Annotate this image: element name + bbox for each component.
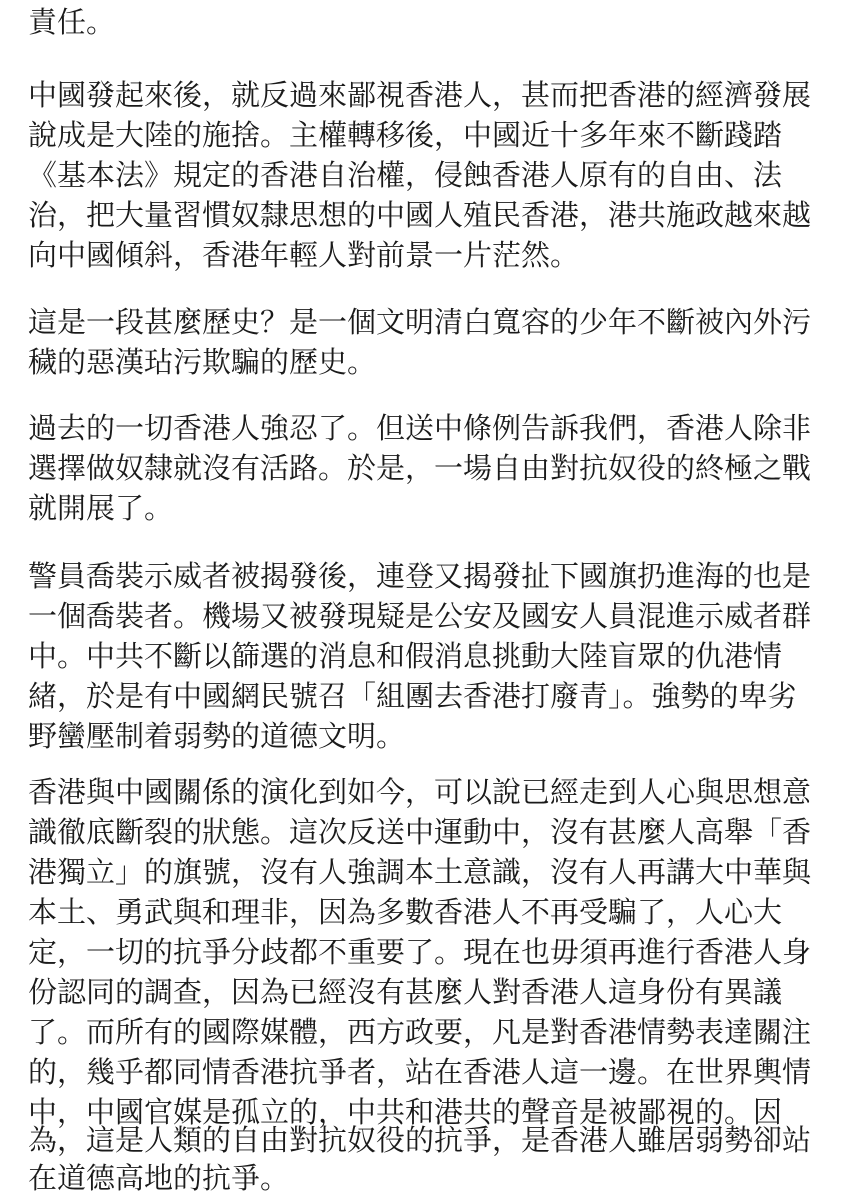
text-line: 為，這是人類的自由對抗奴役的抗爭，是香港人雖居弱勢卻站	[28, 1123, 812, 1157]
text-line: 緒，於是有中國網民號召「組團去香港打廢青」。強勢的卑劣	[28, 679, 797, 713]
text-line: 港獨立」的旗號，沒有人強調本土意識，沒有人再講大中華與	[28, 855, 812, 889]
text-line: 警員喬裝示威者被揭發後，連登又揭發扯下國旗扔進海的也是	[28, 559, 812, 593]
text-line: 選擇做奴隸就沒有活路。於是，一場自由對抗奴役的終極之戰	[28, 451, 812, 485]
text-line: 定，一切的抗爭分歧都不重要了。現在也毋須再進行香港人身	[28, 935, 812, 969]
text-line: 本土、勇武與和理非，因為多數香港人不再受騙了，人心大	[28, 895, 783, 929]
text-line: 在道德高地的抗爭。	[28, 1161, 290, 1195]
text-line: 向中國傾斜，香港年輕人對前景一片茫然。	[28, 238, 580, 272]
text-line: 責任。	[28, 5, 116, 39]
text-line: 中，中國官媒是孤立的，中共和港共的聲音是被鄙視的。因	[28, 1095, 783, 1129]
text-line: 一個喬裝者。機場又被發現疑是公安及國安人員混進示威者群	[28, 599, 812, 633]
text-line: 說成是大陸的施捨。主權轉移後，中國近十多年來不斷踐踏	[28, 118, 783, 152]
text-line: 就開展了。	[28, 491, 174, 525]
text-line: 過去的一切香港人強忍了。但送中條例告訴我們，香港人除非	[28, 411, 812, 445]
text-line: 中國發起來後，就反過來鄙視香港人，甚而把香港的經濟發展	[28, 78, 812, 112]
text-line: 這是一段甚麼歷史？是一個文明清白寬容的少年不斷被內外污	[28, 305, 812, 339]
text-line: 了。而所有的國際媒體，西方政要，凡是對香港情勢表達關注	[28, 1015, 812, 1049]
text-line: 中。中共不斷以篩選的消息和假消息挑動大陸盲眾的仇港情	[28, 639, 783, 673]
text-line: 的，幾乎都同情香港抗爭者，站在香港人這一邊。在世界輿情	[28, 1055, 812, 1089]
text-line: 識徹底斷裂的狀態。這次反送中運動中，沒有甚麼人高舉「香	[28, 815, 812, 849]
text-line: 份認同的調查，因為已經沒有甚麼人對香港人這身份有異議	[28, 975, 783, 1009]
text-line: 治，把大量習慣奴隸思想的中國人殖民香港，港共施政越來越	[28, 198, 812, 232]
text-line: 穢的惡漢玷污欺騙的歷史。	[28, 345, 377, 379]
text-line: 《基本法》規定的香港自治權，侵蝕香港人原有的自由、法	[28, 158, 783, 192]
text-line: 香港與中國關係的演化到如今，可以說已經走到人心與思想意	[28, 775, 812, 809]
text-line: 野蠻壓制着弱勢的道德文明。	[28, 719, 406, 753]
